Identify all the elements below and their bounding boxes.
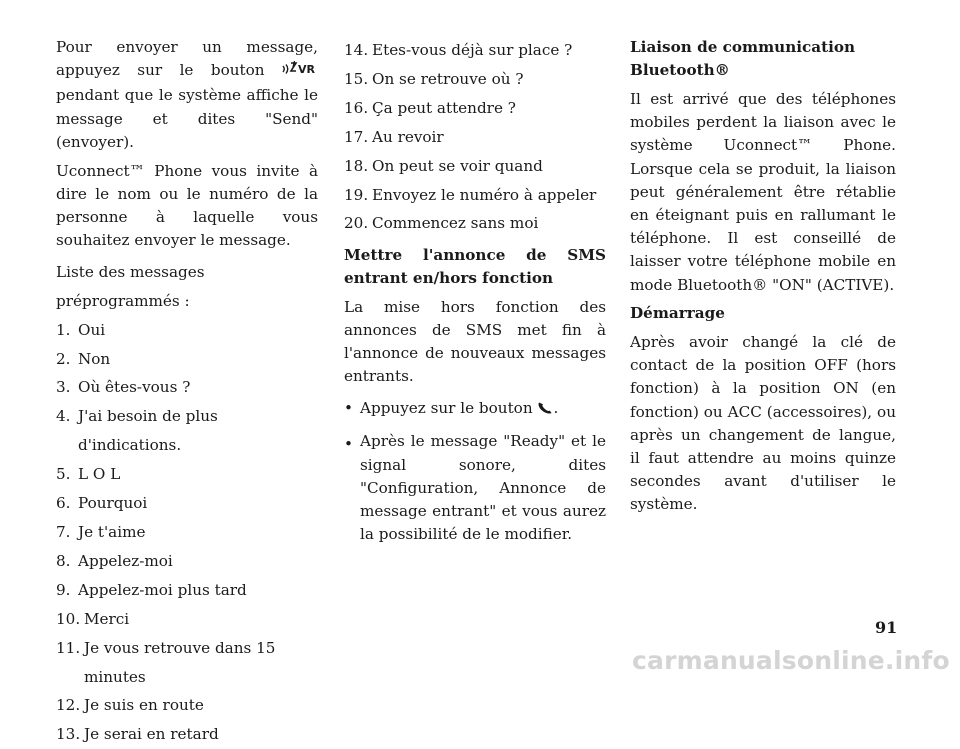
page-number: 91 <box>875 618 898 637</box>
phone-icon <box>537 396 553 425</box>
bullet-item: • Après le message "Ready" et le signal sonore, dites "Configuration, Annonce de message entrant" et vous aurez la possibilité de le modifier. <box>344 430 606 546</box>
list-item: 11. Je vous retrouve dans 15 minutes <box>56 638 276 686</box>
list-item: 8. Appelez-moi <box>56 551 173 570</box>
startup-heading: Démarrage <box>630 304 725 323</box>
sms-announcement-heading: Mettre l'annonce de SMS entrant en/hors fonction <box>344 245 606 288</box>
list-item: 9. Appelez-moi plus tard <box>56 580 247 599</box>
list-item: 6. Pourquoi <box>56 494 148 513</box>
list-item: 20. Commencez sans moi <box>344 214 539 233</box>
list-item: 1. Oui <box>56 320 106 339</box>
sms-announcement-paragraph: La mise hors fonction des annonces de SMS met fin à l'annonce de nouveaux messages entrants. <box>344 297 606 386</box>
list-item: 7. Je t'aime <box>56 522 146 541</box>
bluetooth-link-paragraph: Il est arrivé que des téléphones mobiles perdent la liaison avec le système Uconnect™ Phone. Lorsque cela se produit, la liaison peut généralement être rétablie en éteignant puis en rallumant le téléphone. Il est conseillé de laisser votre téléphone mobile en mode Bluetooth® "ON" (ACTIVE). <box>630 89 896 294</box>
column-2 <box>344 36 606 546</box>
list-item: 13. Je serai en retard <box>56 725 219 744</box>
bullet-dot: • <box>344 435 353 454</box>
list-item: 12. Je suis en route <box>56 696 204 715</box>
list-intro: Liste des messages préprogrammés : <box>56 262 205 310</box>
column-1 <box>56 36 318 749</box>
list-item: 2. Non <box>56 349 111 368</box>
list-item: 3. Où êtes-vous ? <box>56 378 191 397</box>
bluetooth-link-heading: Liaison de communication Bluetooth® <box>630 38 856 80</box>
voice-recognition-icon <box>282 61 318 84</box>
startup-paragraph: Après avoir changé la clé de contact de la position OFF (hors fonction) à la position ON (en fonction) ou ACC (accessoires), ou après un changement de langue, il faut attendre au moins quinze secondes avant d'utiliser le système. <box>630 332 896 514</box>
list-item: 4. J'ai besoin de plus d'indications. <box>56 407 218 455</box>
list-item: 15. On se retrouve où ? <box>344 69 524 88</box>
send-instructions-paragraph: Pour envoyer un message, appuyez sur le bouton VR pendant que le système affiche le message et dites "Send" (envoyer). <box>56 38 318 151</box>
list-item: 10. Merci <box>56 609 130 628</box>
list-item: 14. Etes-vous déjà sur place ? <box>344 41 573 59</box>
column-3 <box>630 36 896 517</box>
list-item: 5. L O L <box>56 465 121 484</box>
prompt-paragraph: Uconnect™ Phone vous invite à dire le nom ou le numéro de la personne à laquelle vous souhaitez envoyer le message. <box>56 161 318 250</box>
svg-text:VR: VR <box>298 63 315 77</box>
list-item: 17. Au revoir <box>344 127 444 146</box>
watermark: carmanualsonline.info <box>632 646 950 675</box>
list-item: 16. Ça peut attendre ? <box>344 98 516 117</box>
list-item: 19. Envoyez le numéro à appeler <box>344 185 597 204</box>
bullet-item: • Appuyez sur le bouton . <box>344 394 606 425</box>
bullet-dot: • <box>344 399 353 418</box>
list-item: 18. On peut se voir quand <box>344 156 543 175</box>
